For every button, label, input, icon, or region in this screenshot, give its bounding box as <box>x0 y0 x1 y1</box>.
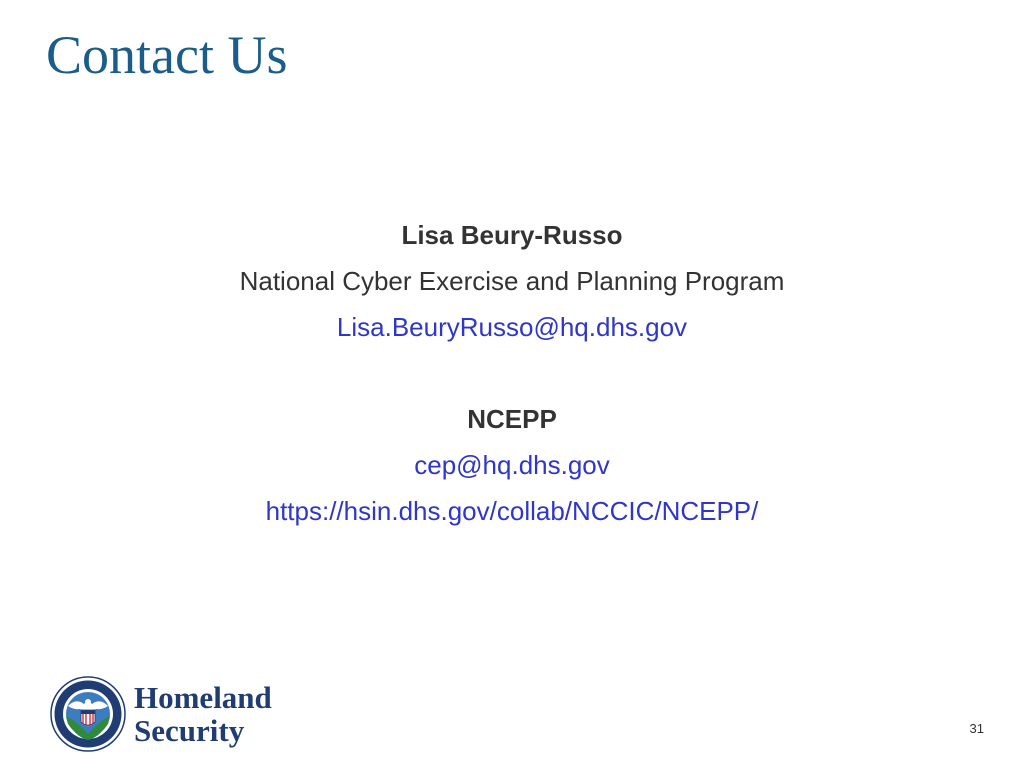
ncepp-heading: NCEPP <box>467 404 557 434</box>
logo-line2: Security <box>134 713 245 748</box>
logo-line1: Homeland <box>134 680 272 715</box>
ncepp-url-link[interactable]: https://hsin.dhs.gov/collab/NCCIC/NCEPP/ <box>265 496 759 526</box>
slide-title: Contact Us <box>46 25 288 85</box>
section-spacer <box>0 350 1024 396</box>
contact-block <box>0 212 1024 534</box>
contact-name: Lisa Beury-Russo <box>401 220 623 250</box>
ncepp-email-link[interactable]: cep@hq.dhs.gov <box>414 450 610 480</box>
dhs-seal-icon <box>50 676 126 752</box>
logo-wordmark <box>134 681 272 747</box>
homeland-security-logo <box>50 676 310 752</box>
contact-email-link[interactable]: Lisa.BeuryRusso@hq.dhs.gov <box>336 312 688 342</box>
page-number: 31 <box>969 721 984 736</box>
contact-program: National Cyber Exercise and Planning Program <box>239 266 785 296</box>
